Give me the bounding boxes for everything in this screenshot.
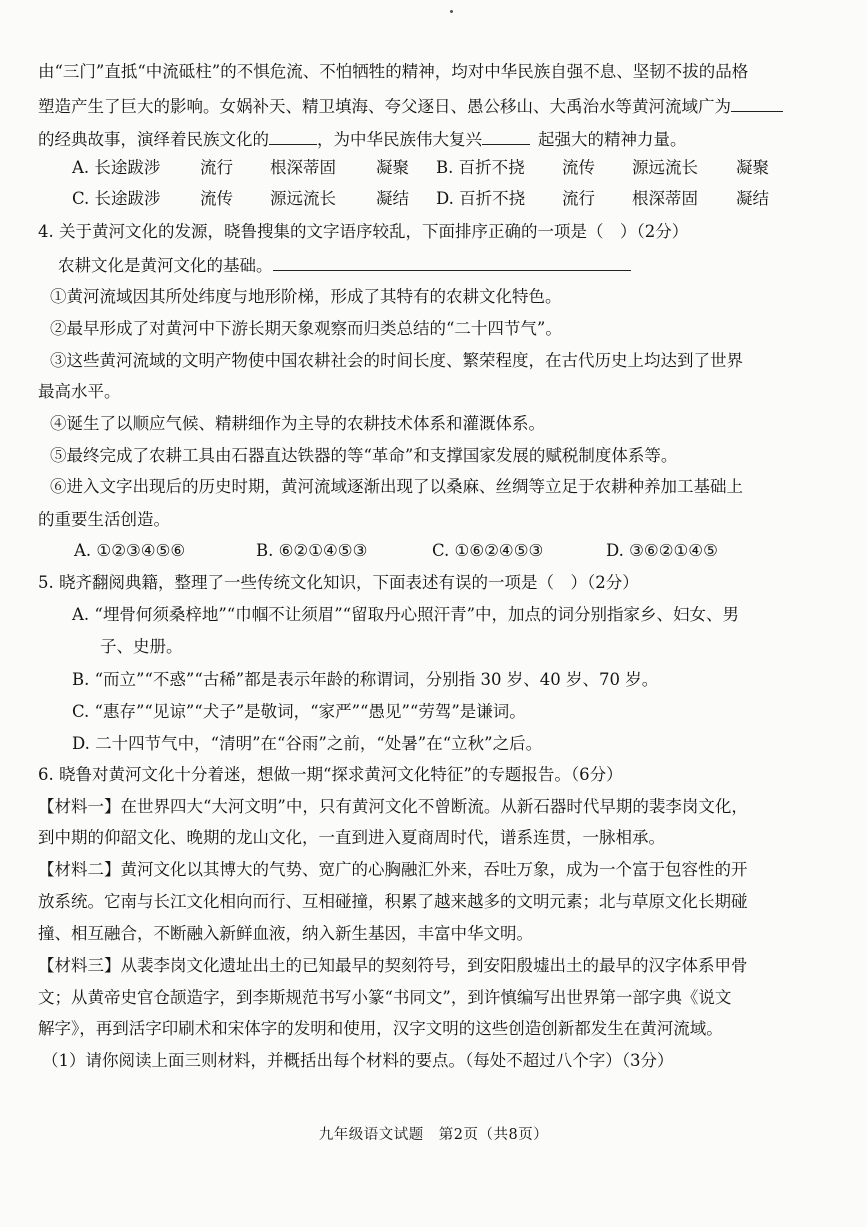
- q6-material-3-line-2: 文；从黄帝史官仓颉造字，到李斯规范书写小篆“书同文”，到许慎编写出世界第一部字典《说文: [38, 988, 732, 1007]
- q4-lead: [58, 255, 631, 276]
- q4-option-b[interactable]: B. ⑥②①④⑤③: [256, 541, 368, 560]
- q4-option-d[interactable]: D. ③⑥②①④⑤: [606, 541, 718, 560]
- q3-line-2: [38, 96, 783, 117]
- q3-a-2: 流行: [200, 158, 233, 177]
- q3-c-4: 凝结: [376, 189, 409, 208]
- q4-sentence-4: ④诞生了以顺应气候、精耕细作为主导的农耕技术体系和灌溉体系。: [50, 414, 545, 433]
- q3-b-2: 流传: [562, 158, 595, 177]
- q3-option-c[interactable]: [72, 189, 161, 209]
- scan-speck: [450, 10, 453, 13]
- q6-material-1-line-1: 【材料一】在世界四大“大河文明”中，只有黄河文化不曾断流。从新石器时代早期的裴李岗文化，: [38, 797, 748, 816]
- q3-line-3c: 起强大的精神力量。: [538, 130, 687, 149]
- page-footer: 九年级语文试题 第2页（共8页）: [318, 1127, 549, 1143]
- q5-option-c[interactable]: C. “惠存”“见谅”“犬子”是敬词，“家严”“愚见”“劳驾”是谦词。: [72, 702, 526, 721]
- q6-material-2-line-3: 撞、相互融合，不断融入新鲜血液，纳入新生基因，丰富中华文明。: [38, 924, 533, 943]
- blank-1[interactable]: [731, 96, 783, 112]
- q3-b-3: 源远流长: [632, 158, 698, 177]
- q3-line-3b: ，为中华民族伟大复兴: [317, 130, 482, 149]
- q4-option-c[interactable]: C. ①⑥②④⑤③: [432, 541, 544, 560]
- q5-option-b[interactable]: B. “而立”“不惑”“古稀”都是表示年龄的称谓词，分别指 30 岁、40 岁、70 岁。: [72, 670, 659, 689]
- q4-sentence-3: ③这些黄河流域的文明产物使中国农耕社会的时间长度、繁荣程度，在古代历史上均达到了世界: [50, 351, 743, 370]
- q3-line-2-text: 塑造产生了巨大的影响。女娲补天、精卫填海、夸父逐日、愚公移山、大禹治水等黄河流域广为: [38, 97, 731, 116]
- q4-stem: 4. 关于黄河文化的发源，晓鲁搜集的文字语序较乱，下面排序正确的一项是（ ）（2分）: [38, 222, 689, 241]
- q6-material-2-line-1: 【材料二】黄河文化以其博大的气势、宽广的心胸融汇外来，吞吐万象，成为一个富于包容性的开: [38, 860, 748, 879]
- q4-sentence-5: ⑤最终完成了农耕工具由石器直达铁器的等“革命”和支撑国家发展的赋税制度体系等。: [50, 446, 678, 465]
- q3-a-4: 凝聚: [376, 158, 409, 177]
- blank-2[interactable]: [269, 129, 317, 145]
- q6-subquestion-1: （1）请你阅读上面三则材料，并概括出每个材料的要点。（每处不超过八个字）（3分）: [42, 1051, 674, 1070]
- q3-a-1: A. 长途跋涉: [72, 158, 161, 177]
- q3-d-1: D. 百折不挠: [436, 189, 526, 208]
- q3-c-3: 源远流长: [270, 189, 336, 208]
- q4-sentence-6: ⑥进入文字出现后的历史时期，黄河流域逐渐出现了以桑麻、丝绸等立足于农耕种养加工基础上: [50, 477, 743, 496]
- q6-material-1-line-2: 到中期的仰韶文化、晚期的龙山文化，一直到进入夏商周时代，谱系连贯，一脉相承。: [38, 828, 665, 847]
- q4-option-a[interactable]: A. ①②③④⑤⑥: [74, 541, 186, 560]
- q6-material-3-line-1: 【材料三】从裴李岗文化遗址出土的已知最早的契刻符号，到安阳殷墟出土的最早的汉字体系甲骨: [38, 956, 748, 975]
- q3-c-2: 流传: [200, 189, 233, 208]
- q4-sentence-1: ①黄河流域因其所处纬度与地形阶梯，形成了其特有的农耕文化特色。: [50, 287, 562, 306]
- q3-d-2: 流行: [562, 189, 595, 208]
- q4-answer-blank[interactable]: [273, 255, 631, 271]
- q5-option-d[interactable]: D. 二十四节气中，“清明”在“谷雨”之前，“处暑”在“立秋”之后。: [72, 734, 543, 753]
- q4-sentence-2: ②最早形成了对黄河中下游长期天象观察而归类总结的“二十四节气”。: [50, 319, 562, 338]
- q4-lead-text: 农耕文化是黄河文化的基础。: [58, 256, 273, 275]
- q4-sentence-6-cont: 的重要生活创造。: [38, 510, 170, 529]
- blank-3[interactable]: [482, 129, 530, 145]
- q6-material-2-line-2: 放系统。它南与长江文化相向而行、互相碰撞，积累了越来越多的文明元素；北与草原文化长期碰: [38, 892, 748, 911]
- q3-d-3: 根深蒂固: [632, 189, 698, 208]
- q5-option-a[interactable]: A. “埋骨何须桑梓地”“巾帼不让须眉”“留取丹心照汗青”中，加点的词分别指家乡、妇女、男: [72, 605, 740, 624]
- q3-option-b[interactable]: [436, 158, 525, 178]
- q3-option-a[interactable]: [72, 158, 160, 178]
- q4-sentence-3-cont: 最高水平。: [38, 382, 121, 401]
- q3-b-4: 凝聚: [736, 158, 769, 177]
- q3-b-1: B. 百折不挠: [436, 158, 525, 177]
- q6-material-3-line-3: 解字》，再到活字印刷术和宋体字的发明和使用，汉字文明的这些创造创新都发生在黄河流域。: [38, 1019, 723, 1038]
- q3-option-d[interactable]: [436, 189, 525, 209]
- q6-stem: 6. 晓鲁对黄河文化十分着迷，想做一期“探求黄河文化特征”的专题报告。（6分）: [38, 765, 623, 784]
- q5-option-a-cont: 子、史册。: [100, 637, 183, 656]
- q3-a-3: 根深蒂固: [270, 158, 336, 177]
- q3-line-3: [38, 129, 687, 150]
- q3-d-4: 凝结: [736, 189, 769, 208]
- q5-stem: 5. 晓齐翻阅典籍，整理了一些传统文化知识，下面表述有误的一项是（ ）（2分）: [38, 573, 639, 592]
- q3-c-1: C. 长途跋涉: [72, 189, 161, 208]
- q3-line-1: 由“三门”直抵“中流砥柱”的不惧危流、不怕牺牲的精神，均对中华民族自强不息、坚韧不拔的品格: [38, 62, 749, 81]
- q3-line-3a: 的经典故事，演绎着民族文化的: [38, 130, 269, 149]
